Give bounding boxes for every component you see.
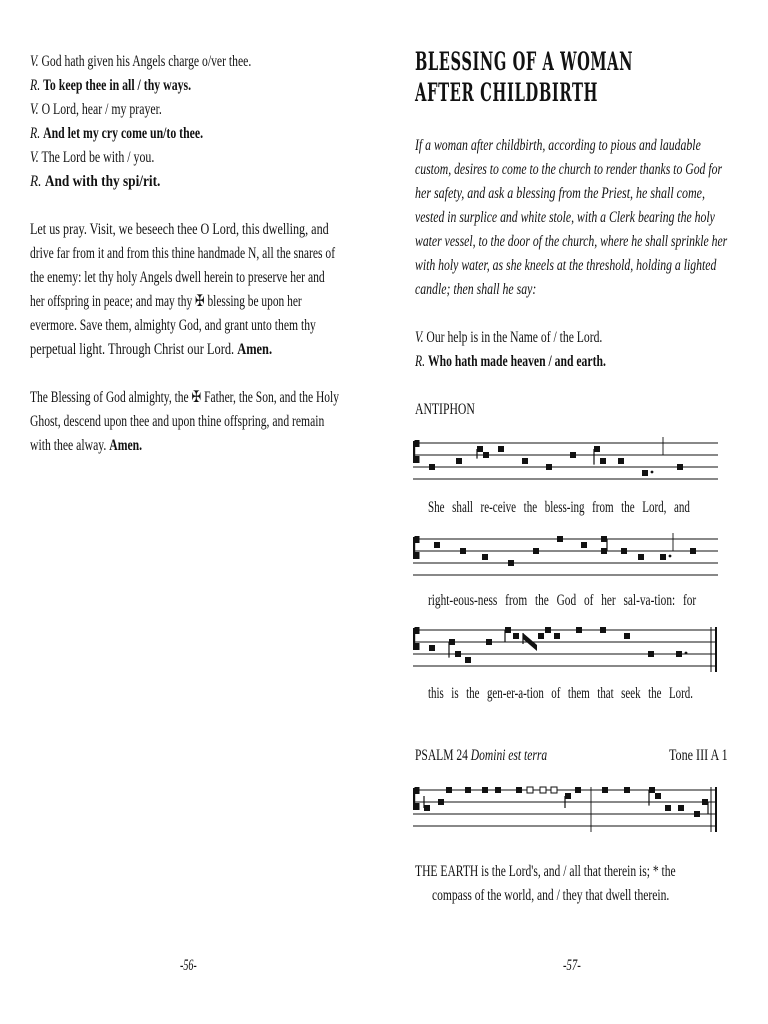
neume-note <box>429 464 435 470</box>
neume-note <box>486 639 492 645</box>
neume-note <box>498 446 504 452</box>
neume-note <box>678 805 684 811</box>
c-clef-head <box>415 627 420 634</box>
c-clef-head <box>415 552 420 559</box>
response-text: Who hath made heaven / and earth. <box>427 353 606 370</box>
page-title-line: AFTER CHILDBIRTH <box>415 78 599 107</box>
prayer-line: drive far from it and from this thine handmade N, all the snares of <box>30 245 336 262</box>
page-number: -57- <box>563 957 581 974</box>
response-text: To keep thee in all / thy ways. <box>43 77 192 94</box>
page-title-line: BLESSING OF A WOMAN <box>415 47 634 76</box>
c-clef-head <box>415 643 420 650</box>
neume-note <box>624 787 630 793</box>
versicle-line <box>30 149 154 167</box>
neume-note <box>434 542 440 548</box>
prayer-line: her offspring in peace; and may thy ✠ blessing be upon her <box>30 293 302 310</box>
neume-note <box>545 627 551 633</box>
rubric-line: water vessel, to the door of the church, where he shall sprinkle her <box>415 233 728 250</box>
rubric-line: candle; then shall he say: <box>415 281 537 298</box>
neume-note <box>565 793 571 799</box>
neume-note <box>694 811 700 817</box>
neume-note <box>554 633 560 639</box>
neume-note <box>465 787 471 793</box>
neume-note <box>449 639 455 645</box>
response-line <box>30 173 160 191</box>
neume-note <box>638 554 644 560</box>
c-clef-stem <box>413 441 415 463</box>
neume-note <box>600 627 606 633</box>
neume-note <box>513 633 519 639</box>
neume-note <box>495 787 501 793</box>
psalm-incipit: Domini est terra <box>470 747 548 764</box>
response-text: And let my cry come un/to thee. <box>43 125 204 142</box>
blessing-line-text: with thee alway. <box>30 437 107 454</box>
neume-note <box>460 548 466 554</box>
prayer-line: Let us pray. Visit, we beseech thee O Lord, this dwelling, and <box>30 221 329 238</box>
neume-note <box>649 787 655 793</box>
c-clef-head <box>415 456 420 463</box>
antiphon-staff-3 <box>413 627 716 672</box>
neume-note <box>505 627 511 633</box>
amen: Amen. <box>237 341 273 358</box>
rubric-line: her safety, and ask a blessing from the Priest, he shall come, <box>415 185 705 202</box>
prayer-line: the enemy: let thy holy Angels dwell herein to preserve her and <box>30 269 325 286</box>
neume-note <box>477 446 483 452</box>
neume-note <box>601 536 607 542</box>
neume-note <box>570 452 576 458</box>
rubric-line: vested in surplice and white stole, with a Clerk bearing the holy <box>415 209 715 226</box>
c-clef-stem <box>413 537 415 559</box>
neume-note <box>465 657 471 663</box>
neume-note-hollow <box>540 787 546 793</box>
neume-note <box>456 458 462 464</box>
neume-note-hollow <box>527 787 533 793</box>
versicle-text: Our help is in the Name of / the Lord. <box>426 329 603 346</box>
blessing-line <box>30 437 142 455</box>
neume-note <box>533 548 539 554</box>
versicle-line <box>415 329 602 347</box>
mora-dot <box>669 555 672 558</box>
neume-note <box>665 805 671 811</box>
response-marker: R. <box>415 353 426 370</box>
neume-note <box>508 560 514 566</box>
c-clef-head <box>415 440 420 447</box>
blessing-line: The Blessing of God almighty, the ✠ Father, the Son, and the Holy <box>30 389 340 406</box>
lyrics-line: right-eous-ness from the God of her sal-va-tion: for <box>428 592 697 609</box>
neume-note <box>557 536 563 542</box>
prayer-line-text: perpetual light. Through Christ our Lord. <box>30 341 235 358</box>
response-marker: R. <box>30 173 42 190</box>
lyrics-line: this is the gen-er-a-tion of them that seek the Lord. <box>428 685 693 702</box>
neume-note <box>483 452 489 458</box>
prayer-line: evermore. Save them, almighty God, and grant unto them thy <box>30 317 316 334</box>
versicle-text: O Lord, hear / my prayer. <box>41 101 162 118</box>
neume-note <box>522 458 528 464</box>
versicle-marker: V. <box>30 101 39 118</box>
antiphon-staff-2 <box>413 533 718 575</box>
response-line <box>30 77 191 95</box>
c-clef-head <box>415 803 420 810</box>
neume-note <box>446 787 452 793</box>
neume-note <box>429 645 435 651</box>
neume-note <box>621 548 627 554</box>
neume-note <box>690 548 696 554</box>
versicle-marker: V. <box>415 329 424 346</box>
antiphon-staff-1 <box>413 437 718 479</box>
neume-note <box>601 548 607 554</box>
neume-note <box>594 446 600 452</box>
response-text: And with thy spi/rit. <box>44 173 161 190</box>
neume-note <box>438 799 444 805</box>
psalm-label: PSALM 24 <box>415 747 468 764</box>
neume-note <box>676 651 682 657</box>
neume-note <box>424 805 430 811</box>
c-clef-stem <box>413 628 415 650</box>
neume-note <box>482 554 488 560</box>
versicle-marker: V. <box>30 53 39 70</box>
neume-note <box>677 464 683 470</box>
neume-note <box>660 554 666 560</box>
c-clef-head <box>415 536 420 543</box>
rubric-line: with holy water, as she kneels at the threshold, holding a lighted <box>415 257 717 274</box>
antiphon-label: ANTIPHON <box>415 401 475 418</box>
rubric-line: custom, desires to come to the church to render thanks to God for <box>415 161 723 178</box>
neume-note <box>642 470 648 476</box>
c-clef-stem <box>413 788 415 810</box>
neume-note <box>624 633 630 639</box>
response-line <box>30 125 203 143</box>
neume-note <box>600 458 606 464</box>
prayer-line <box>30 341 272 359</box>
c-clef-head <box>415 787 420 794</box>
neume-note <box>482 787 488 793</box>
neume-note <box>516 787 522 793</box>
neume-note <box>538 633 544 639</box>
neume-note <box>575 787 581 793</box>
versicle-line <box>30 53 251 71</box>
lyrics-line: She shall re-ceive the bless-ing from the Lord, and <box>428 499 690 516</box>
versicle-marker: V. <box>30 149 39 166</box>
psalm-verse-line: compass of the world, and / they that dwell therein. <box>432 887 670 904</box>
psalm-tone: Tone III A 1 <box>669 747 728 764</box>
neume-note <box>602 787 608 793</box>
neume-note <box>648 651 654 657</box>
versicle-text: God hath given his Angels charge o/ver thee. <box>41 53 252 70</box>
psalm-verse-line: THE EARTH is the Lord's, and / all that therein is; * the <box>415 863 676 880</box>
rubric-line: If a woman after childbirth, according to pious and laudable <box>415 137 701 154</box>
porrectus-neume <box>523 633 537 651</box>
neume-note-hollow <box>551 787 557 793</box>
neume-note <box>576 627 582 633</box>
neume-note <box>618 458 624 464</box>
response-line <box>415 353 606 371</box>
psalm-heading <box>415 747 547 765</box>
neume-note <box>702 799 708 805</box>
response-marker: R. <box>30 125 41 142</box>
versicle-line <box>30 101 162 119</box>
neume-note <box>655 793 661 799</box>
response-marker: R. <box>30 77 41 94</box>
page-number: -56- <box>180 957 197 974</box>
neume-note <box>581 542 587 548</box>
blessing-line: Ghost, descend upon thee and upon thine offspring, and remain <box>30 413 325 430</box>
amen: Amen. <box>109 437 143 454</box>
psalm-tone-staff <box>413 787 716 832</box>
mora-dot <box>685 652 688 655</box>
versicle-text: The Lord be with / you. <box>41 149 155 166</box>
mora-dot <box>651 471 654 474</box>
neume-note <box>546 464 552 470</box>
neume-note <box>455 651 461 657</box>
